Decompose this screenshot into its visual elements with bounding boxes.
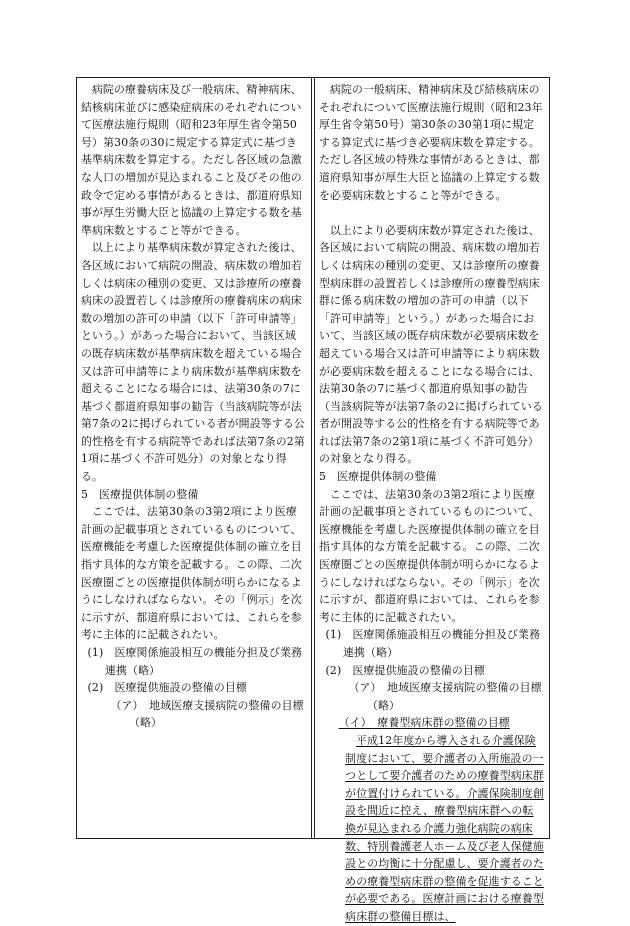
right-paragraph-2: 以上により必要病床数が算定された後は、各区域において病院の開設、病床数の増加若しくは病床の種別の変更、又は診療所の療養型病床群の設置若しくは診療所の療養型病床群に係る病床数の増加の許可の申請（以下「許可申請等」という。）があった場合において、当該区域の既存病床数が必要病床数を超えている場合又は許可申請等により病床数が必要病床数を超えることになる場合には、法第30条の7に基づく都道府県知事の勧告（当該病院等が法第7条の2に掲げられている者が開設等する公的性格を有する病院等であれば法第7条の2第1項に基づく不許可処分）の対象となり得る。: [319, 223, 543, 466]
left-paragraph-1: 病院の療養病床及び一般病床、精神病床、結核病床並びに感染症病床のそれぞれについて医療法施行規則（昭和23年厚生省令第50号）第30条の30に規定する算定式に基づき基準病床数を算定する。ただし各区域の急激な人口の増加が見込まれること及びその他の政令で定める事情があるときは、都道府県知事が厚生労働大臣と協議の上算定する数を基準病床数とすること等ができる。: [81, 83, 302, 237]
right-paragraph-1: 病院の一般病床、精神病床及び結核病床のそれぞれについて医療法施行規則（昭和23年厚生省令第50号）第30条の30第1項に規定する算定式に基づき必要病床数を算定する。ただし各区域の特殊な事情があるときは、都道府県知事が厚生大臣と協議の上算定する数を必要病床数とすること等ができる。: [319, 83, 543, 202]
right-item-2a: （ア） 地域医療支援病院の整備の目標（略）: [348, 681, 542, 712]
left-column: [77, 78, 312, 838]
left-item-2a: （ア） 地域医療支援病院の整備の目標（略）: [110, 698, 304, 730]
right-heading-5: 5 医療提供体制の整備: [319, 470, 437, 484]
right-item-2b-body-block: [319, 732, 544, 926]
spacer: [319, 204, 544, 222]
right-paragraph-3: ここでは、法第30条の3第2項により医療計画の記載事項とされているものについて、医療機能を考慮した医療提供体制の確立を目指す具体的な方策を記載する。この際、二次医療圏ごとの医療提供体制が明らかになるようにしなければならない。その「例示」を次に示すが、都道府県においては、これらを参考に主体的に記載されたい。: [319, 487, 540, 624]
right-item-2b: （イ） 療養型病床群の整備の目標: [338, 716, 510, 730]
left-item-2: (2) 医療提供施設の整備の目標: [87, 681, 247, 695]
left-heading-5: 5 医療提供体制の整備: [81, 487, 199, 501]
right-item-2b-body: 平成12年度から導入される介護保険制度において、要介護者の入所施設の一つとして要介護者のための療養型病床群が位置付けられている。介護保険制度創設を間近に控え、療養型病床群への転換が見込まれる介護力強化病院の病床数、特別養護老人ホーム及び老人保健施設との均衡に十分配慮し、要介護者のための療養型病床群の整備を促進することが必要である。医療計画における療養型病床群の整備目標は、: [345, 733, 544, 923]
left-paragraph-2: 以上により基準病床数が算定された後は、各区域において病院の開設、病床数の増加若しくは病床の種別の変更、又は診療所の療養病床の設置若しくは診療所の療養病床の病床数の増加の許可の申請（以下「許可申請等」という。）があった場合において、当該区域の既存病床数が基準病床数を超えている場合又は許可申請等により病床数が基準病床数を超えることになる場合には、法第30条の7に基づく都道府県知事の勧告（当該病院等が法第7条の2に掲げられている者が開設等する公的性格を有する病院等であれば法第7条の2第1項に基づく不許可処分）の対象となり得る。: [81, 241, 305, 484]
right-column: [314, 78, 549, 923]
comparison-table: [76, 77, 550, 923]
right-item-1: (1) 医療関係施設相互の機能分担及び業務連携（略）: [325, 628, 541, 659]
left-item-1: (1) 医療関係施設相互の機能分担及び業務連携（略）: [87, 646, 303, 677]
right-item-2: (2) 医療提供施設の整備の目標: [325, 663, 485, 677]
left-paragraph-3: ここでは、法第30条の3第2項により医療計画の記載事項とされているものについて、医療機能を考慮した医療提供体制の確立を目指す具体的な方策を記載する。この際、二次医療圏ごとの医療提供体制が明らかになるようにしなければならない。その「例示」を次に示すが、都道府県においては、これらを参考に主体的に記載されたい。: [81, 505, 302, 642]
